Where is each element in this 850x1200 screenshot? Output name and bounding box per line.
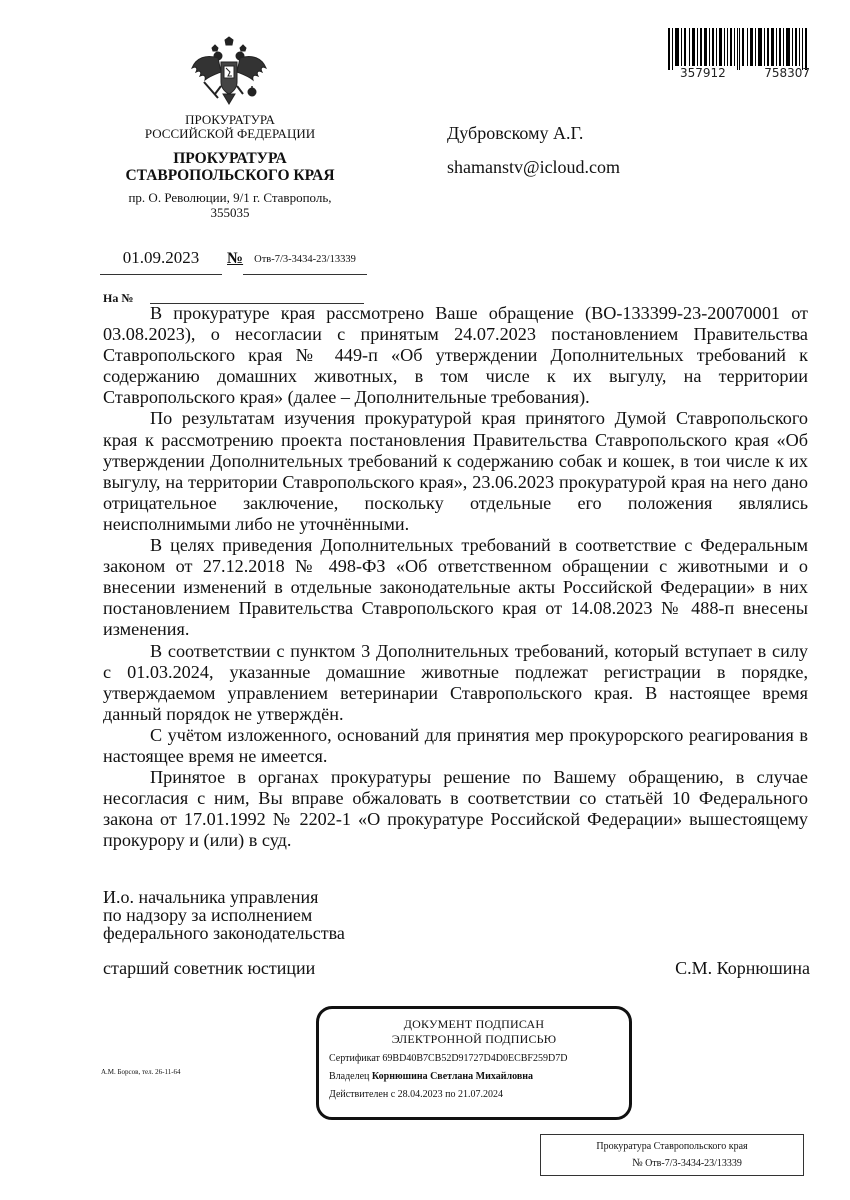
signatory-position-line3: федерального законодательства [103,923,345,943]
stamp-validity [329,1089,503,1100]
signatory-position-line2: по надзору за исполнением [103,905,313,925]
outgoing-number: Отв-7/3-3434-23/13339 [243,254,367,275]
org-parent-line2: РОССИЙСКОЙ ФЕДЕРАЦИИ [144,126,316,141]
valid-from-label: с [390,1089,396,1100]
stamp-certificate [329,1053,567,1064]
owner-value: Корнюшина Светлана Михайловна [371,1071,534,1082]
body-paragraph: С учётом изложенного, оснований для принятия мер прокурорского реагирования в настоящее время не имеется. [103,724,808,766]
valid-to: 21.07.2024 [458,1089,504,1100]
registration-box-number [541,1157,803,1170]
recipient-name: Дубровскому А.Г. [447,123,584,143]
registration-box-number-sign: № [632,1157,643,1169]
sender-organization-block [100,113,360,220]
valid-label: Действителен [329,1089,389,1100]
barcode-left-digits: 357912 [680,66,726,80]
barcode-right-digits: 758307 [764,66,810,80]
number-sign: № [227,250,244,267]
barcode-number [680,66,820,80]
recipient-block [447,116,620,184]
certificate-label: Сертификат [329,1053,380,1064]
body-paragraph: По результатам изучения прокуратурой края принятого Думой Ставропольского края к рассмотрению проекта постановления Правительства Ставропольского края «Об утверждении Дополнительных требований к содержанию собак и кошек, в тои числе к их выгулу, на территории Ставропольского края», 23.06.2023 прокуратурой края на него дано отрицательное заключение, поскольку отдельные его положения являлись неисполнимыми либо не уточнёнными. [103,408,808,534]
signatory-name: С.М. Корнюшина [675,958,810,978]
valid-to-label: по [445,1089,456,1100]
letter-body [103,303,808,851]
stamp-heading [319,1017,629,1047]
registration-box-number-value: Отв-7/3-3434-23/13339 [645,1158,742,1169]
org-address-line2: 355035 [210,205,250,220]
org-address-line1: пр. О. Революции, 9/1 г. Ставрополь, [128,190,332,205]
body-paragraph: В соответствии с пунктом 3 Дополнительных требований, который вступает в силу с 01.03.2024, указанные домашние животные подлежат регистрации в порядке, утверждаемом управлением ветеринарии Ставропольского края. В настоящее время данный порядок не утверждён. [103,640,808,724]
signatory-position [103,888,345,942]
certificate-value: 69BD40B7CB52D91727D4D0ECBF259D7D [382,1053,568,1064]
body-paragraph: Принятое в органах прокуратуры решение по Вашему обращению, в случае несогласия с ним, Вы вправе обжаловать в соответствии со статьёй 10 Федерального закона от 17.01.1992 № 2202-1 «О прокуратуре Российской Федерации» вышестоящему прокурору и (или) в суд. [103,767,808,851]
russian-coat-of-arms-icon [188,36,270,108]
document-date: 01.09.2023 [100,248,222,275]
registration-box-org: Прокуратура Ставропольского края [596,1141,748,1152]
stamp-owner [329,1071,533,1082]
owner-label: Владелец [329,1071,370,1082]
valid-from: 28.04.2023 [397,1089,443,1100]
body-paragraph: В целях приведения Дополнительных требований в соответствие с Федеральным законом от 27.12.2018 № 498-ФЗ «Об ответственном обращении с животными и о внесении изменений в отдельные законодательные акты Российской Федерации» в них постановлением Правительства Ставропольского края от 14.08.2023 № 488-п внесены изменения. [103,535,808,640]
stamp-heading-line2: ЭЛЕКТРОННОЙ ПОДПИСЬЮ [391,1032,557,1046]
body-paragraph: В прокуратуре края рассмотрено Ваше обращение (ВО-133399-23-20070001 от 03.08.2023), о несогласии с принятым 24.07.2023 постановлением Правительства Ставропольского края № 449-п «Об утверждении Дополнительных требований к содержанию домашних животных, в том числе к их выгулу, на территории Ставропольского края» (далее – Дополнительные требования). [103,303,808,408]
registration-box [540,1134,804,1176]
recipient-email: shamanstv@icloud.com [447,157,621,177]
barcode-icon [668,28,813,70]
electronic-signature-stamp [316,1006,632,1120]
stamp-heading-line1: ДОКУМЕНТ ПОДПИСАН [403,1017,545,1031]
org-parent-line1: ПРОКУРАТУРА [185,112,275,127]
signatory-position-line1: И.о. начальника управления [103,887,319,907]
reply-to-label: На № [103,291,134,305]
org-name-line2: СТАВРОПОЛЬСКОГО КРАЯ [125,167,335,184]
org-name-line1: ПРОКУРАТУРА [173,150,287,167]
executor-contact: А.М. Борсов, тел. 26-11-64 [101,1068,181,1076]
signatory-rank: старший советник юстиции [103,958,316,978]
